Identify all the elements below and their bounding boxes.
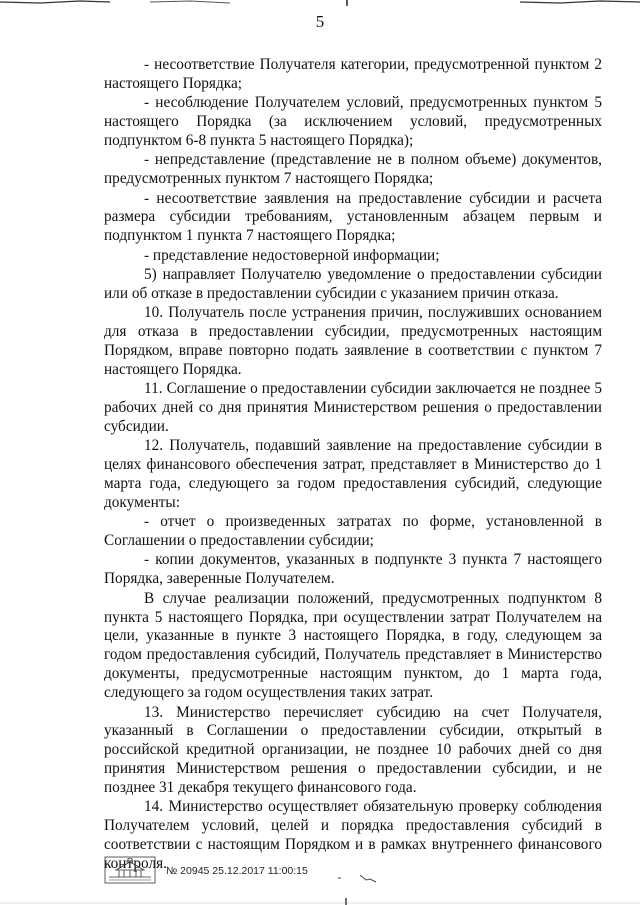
paragraph-9: 12. Получатель, подавший заявление на предоставление субсидии в целях финансового обеспечения затрат, представляет в Министерство до 1 марта года, следующего за годом предоставления субсидий, следующие документы: [104, 437, 602, 511]
page-number: 5 [315, 12, 325, 31]
document-body [104, 56, 602, 874]
paragraph-11: - копии документов, указанных в подпункте 3 пункта 7 настоящего Порядка, заверенные Получателем. [104, 551, 602, 588]
paragraph-12: В случае реализации положений, предусмотренных подпунктом 8 пункта 5 настоящего Порядка, при осуществлении затрат Получателем на цели, указанные в пункте 3 настоящего Порядка, в году, следующем за годом предоставления субсидий, Получатель представляет в Министерство документы, предусмотренные настоящим пунктом, до 1 марта года, следующего за годом осуществления таких затрат. [104, 589, 602, 702]
paragraph-5: - представление недостоверной информации; [144, 246, 440, 264]
registration-footer [104, 856, 624, 886]
registry-stamp: № 20945 25.12.2017 11:00:15 [166, 865, 308, 877]
paragraph-13: 13. Министерство перечисляет субсидию на счет Получателя, указанный в Соглашении о предоставлении субсидии, открытый в российской кредитной организации, не позднее 10 рабочих дней со дня принятия Министерством решения о предоставлении субсидии, и не позднее 31 декабря текущего финансового года. [104, 703, 602, 797]
paragraph-1: - несоответствие Получателя категории, предусмотренной пунктом 2 настоящего Порядка; [104, 56, 602, 92]
paragraph-2: - несоблюдение Получателем условий, предусмотренных пунктом 5 настоящего Порядка (за исключением условий, предусмотренных подпунктом 6-8 пункта 5 настоящего Порядка); [104, 94, 602, 150]
paragraph-7: 10. Получатель после устранения причин, послуживших основанием для отказа в предоставлении субсидии, предусмотренных настоящим Порядком, вправе повторно подать заявление в соответствии с пунктом 7 настоящего Порядка. [104, 304, 602, 378]
government-building-seal-icon [104, 856, 156, 884]
paragraph-14: 14. Министерство осуществляет обязательную проверку соблюдения Получателем условий, целей и порядка предоставления субсидий в соответствии с настоящим Порядком и в рамках внутреннего финансового контроля. [104, 798, 602, 873]
paragraph-6: 5) направляет Получателю уведомление о предоставлении субсидии или об отказе в предоставлении субсидии с указанием причин отказа. [104, 265, 602, 302]
scan-edge-top [0, 0, 640, 10]
paragraph-8: 11. Соглашение о предоставлении субсидии заключается не позднее 5 рабочих дней со дня принятия Министерством решения о предоставлении субсидии. [104, 380, 602, 435]
scan-edge-bottom [0, 896, 640, 905]
scan-artifact-marks [336, 872, 396, 884]
paragraph-3: - непредставление (представление не в полном объеме) документов, предусмотренных пунктом 7 настоящего Порядка; [104, 151, 602, 188]
paragraph-4: - несоответствие заявления на предоставление субсидии и расчета размера субсидии требованиям, установленным абзацем первым и подпунктом 1 пункта 7 настоящего Порядка; [104, 189, 602, 245]
paragraph-10: - отчет о произведенных затратах по форме, установленной в Соглашении о предоставлении субсидии; [104, 513, 602, 550]
